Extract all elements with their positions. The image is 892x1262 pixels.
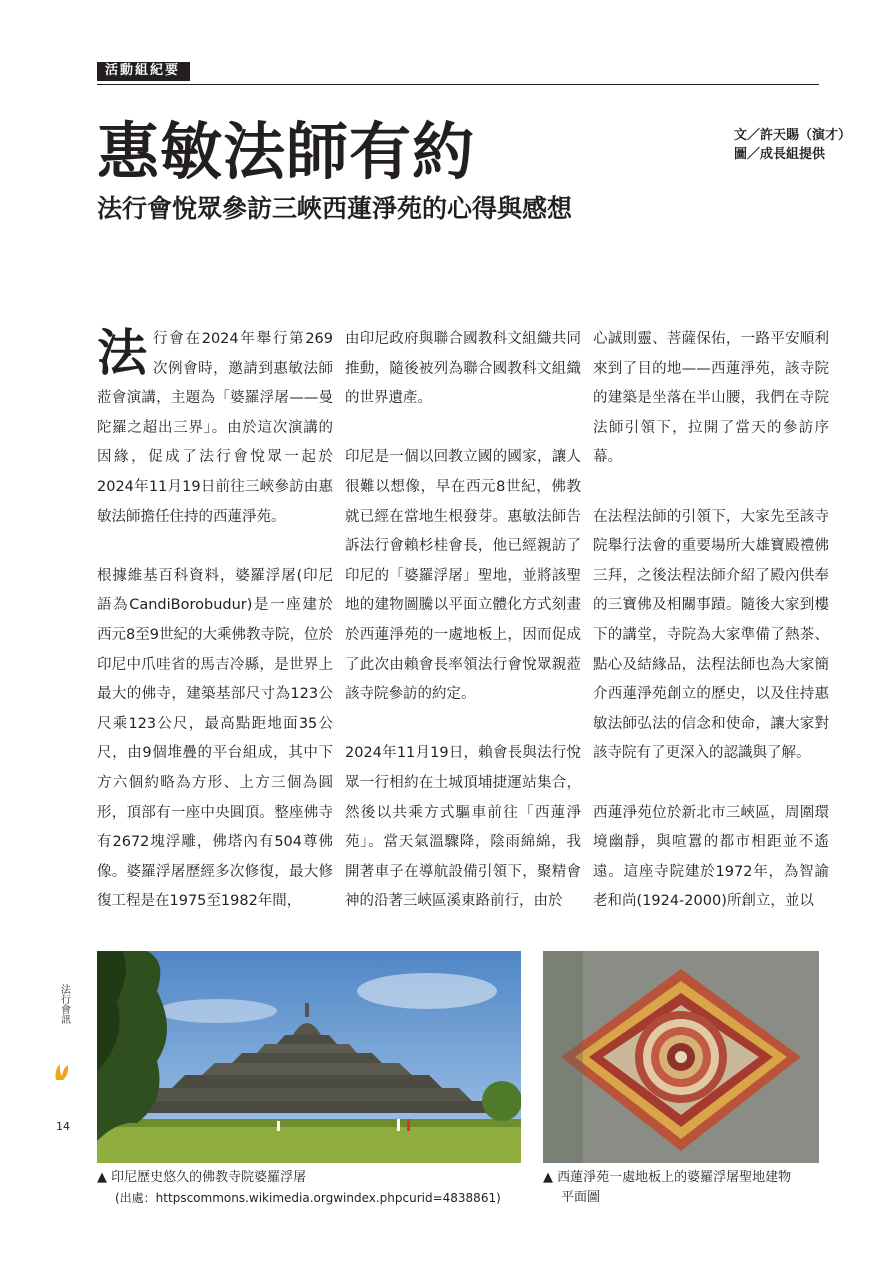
credits xyxy=(734,126,851,164)
page-number: 14 xyxy=(56,1120,70,1133)
section-tag: 活動組紀要 xyxy=(97,62,190,81)
article-subtitle: 法行會悅眾參訪三峽西蓮淨苑的心得與感想 xyxy=(97,194,573,223)
caption-text-continued: 平面圖 xyxy=(561,1190,601,1205)
paragraph: 2024年11月19日，賴會長與法行悅眾一行相約在土城頂埔捷運站集合，然後以共乘方式驅車前往「西蓮淨苑」。當天氣溫驟降，陰雨綿綿，我開著車子在導航設備引領下，聚精會神的沿著三峽區溪東路前行，由於 xyxy=(345,745,581,910)
header-divider xyxy=(97,84,819,85)
drop-cap: 法 xyxy=(97,323,147,382)
paragraph: 心誠則靈、菩薩保佑，一路平安順利來到了目的地——西蓮淨苑，該寺院的建築是坐落在半山腰，我們在寺院法師引領下，拉開了當天的參訪序幕。 xyxy=(593,331,829,466)
paragraph xyxy=(97,325,333,532)
figure-caption-1 xyxy=(97,1168,527,1208)
text-column-2 xyxy=(345,325,581,946)
paragraph: 根據維基百科資料，婆羅浮屠(印尼語為CandiBorobudur)是一座建於西元8至9世紀的大乘佛教寺院，位於印尼中爪哇省的馬吉冷縣，是世界上最大的佛寺，建築基部尺寸為123公尺乘123公尺，最高點距地面35公尺，由9個堆疊的平台組成，其中下方六個約略為方形、上方三個為圓形，頂部有一座中央圓頂。整座佛寺有2672塊浮雕，佛塔內有504尊佛像。婆羅浮屠歷經多次修復，最大修復工程是在1975至1982年間， xyxy=(97,567,333,910)
paragraph-text: 行會在2024年舉行第269次例會時，邀請到惠敏法師蒞會演講，主題為「婆羅浮屠——曼陀羅之超出三界」。由於這次演講的因緣，促成了法行會悅眾一起於2024年11月19日前往三峽參訪由惠敏法師擔任住持的西蓮淨苑。 xyxy=(97,331,333,525)
paragraph: 印尼是一個以回教立國的國家，讓人很難以想像，早在西元8世紀，佛教就已經在當地生根發芽。惠敏法師告訴法行會賴杉桂會長，他已經親訪了印尼的「婆羅浮屠」聖地，並將該聖地的建物圖騰以平面立體化方式刻畫於西蓮淨苑的一處地板上，因而促成了此次由賴會長率領法行會悅眾親蒞該寺院參訪的約定。 xyxy=(345,449,581,703)
author-credit: 文／許天賜（演才） xyxy=(734,128,852,143)
paragraph: 西蓮淨苑位於新北市三峽區，周圍環境幽靜，與喧囂的都市相距並不遙遠。這座寺院建於1972年，為智諭老和尚(1924-2000)所創立，並以 xyxy=(593,804,829,910)
lotus-logo-icon xyxy=(54,1062,70,1082)
caption-text: ▲ 西蓮淨苑一處地板上的婆羅浮屠聖地建物 xyxy=(543,1170,792,1185)
paragraph: 在法程法師的引領下，大家先至該寺院舉行法會的重要場所大雄寶殿禮佛三拜，之後法程法師介紹了殿內供奉的三寶佛及相關事蹟。隨後大家到樓下的講堂，寺院為大家準備了熱茶、點心及結緣品，法程法師也為大家簡介西蓮淨苑創立的歷史，以及住持惠敏法師弘法的信念和使命，讓大家對該寺院有了更深入的認識與了解。 xyxy=(593,508,829,762)
text-column-3 xyxy=(593,325,829,946)
caption-text: ▲ 印尼歷史悠久的佛教寺院婆羅浮屠 xyxy=(97,1170,307,1185)
figure-caption-2 xyxy=(543,1168,823,1208)
paragraph: 由印尼政府與聯合國教科文組織共同推動，隨後被列為聯合國教科文組織的世界遺產。 xyxy=(345,331,581,407)
caption-source: (出處：httpscommons.wikimedia.orgwindex.phpcurid=4838861) xyxy=(115,1191,501,1205)
brand-text: 法行會訊 xyxy=(58,984,70,1024)
image-credit: 圖／成長組提供 xyxy=(734,147,826,162)
magazine-brand xyxy=(52,984,76,1028)
article-title: 惠敏法師有約 xyxy=(97,115,476,188)
floor-mandala-photo xyxy=(543,951,819,1163)
text-column-1 xyxy=(97,325,333,946)
borobudur-photo xyxy=(97,951,521,1163)
